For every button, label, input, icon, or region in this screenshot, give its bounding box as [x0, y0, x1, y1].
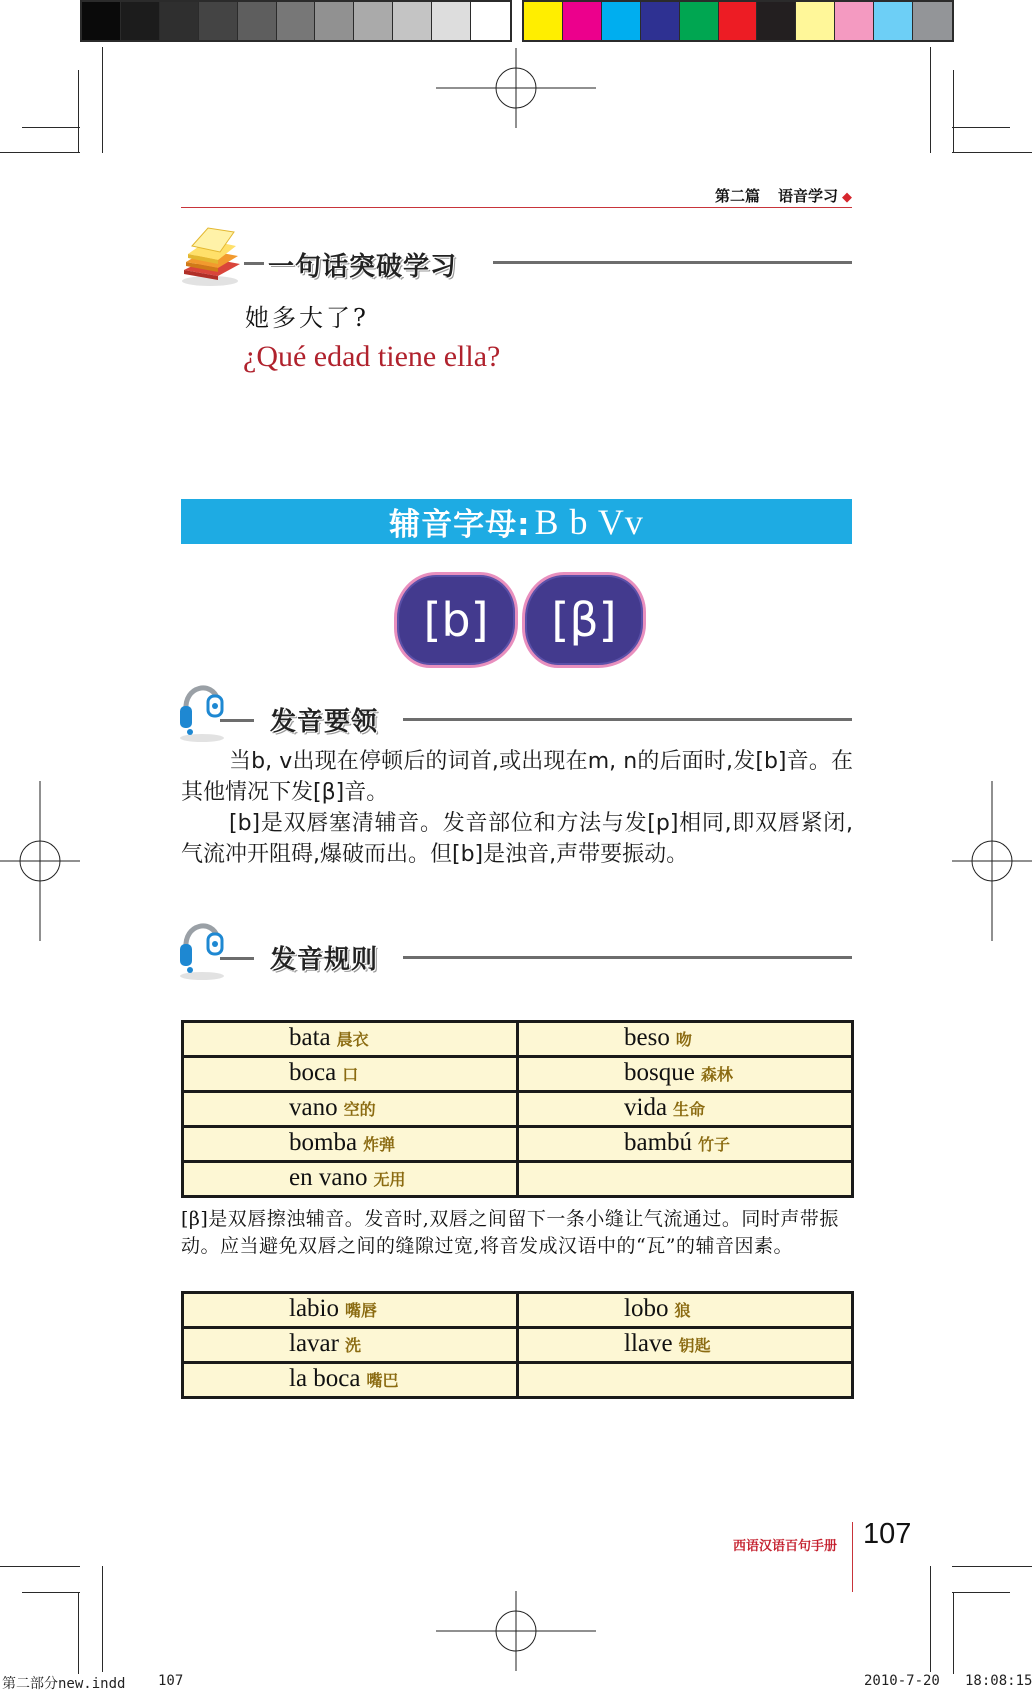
headphones-icon — [178, 676, 230, 744]
color-swatch — [602, 2, 641, 40]
color-swatch — [719, 2, 758, 40]
color-swatch — [913, 2, 952, 40]
header-rule — [181, 207, 852, 208]
tips-title: 发音要领 — [270, 707, 379, 737]
gray-swatch — [121, 2, 160, 40]
rules-lead-rule — [220, 957, 254, 960]
vocab-gloss: 吻 — [675, 1030, 692, 1049]
slug-date: 2010-7-20 — [864, 1673, 940, 1689]
beta-note: [β]是双唇擦浊辅音。发音时,双唇之间留下一条小缝让气流通过。同时声带振动。应当避免双唇之间的缝隙过宽,将音发成汉语中的“瓦”的辅音因素。 — [181, 1208, 839, 1257]
header-diamond-icon: ◆ — [842, 190, 852, 205]
spanish-sentence: ¿Qué edad tiene ella? — [243, 340, 501, 373]
table-row — [183, 1127, 853, 1162]
vocab-gloss: 嘴唇 — [345, 1301, 378, 1320]
color-calibration-bar — [522, 0, 954, 42]
grayscale-calibration-bar — [80, 0, 512, 42]
vocab-gloss: 竹子 — [698, 1135, 731, 1154]
table-row — [183, 1363, 853, 1398]
tips-rule — [403, 718, 852, 721]
gray-swatch — [471, 2, 510, 40]
vocab-word: boca — [289, 1059, 337, 1086]
gray-swatch — [82, 2, 121, 40]
registration-mark-left — [0, 781, 80, 941]
slug-filename: 第二部分new.indd — [2, 1676, 126, 1692]
headphones-icon — [178, 914, 230, 982]
header-section: 语音学习 — [777, 187, 838, 205]
registration-mark-top — [436, 48, 596, 128]
table-row — [183, 1092, 853, 1127]
vocab-gloss: 晨衣 — [336, 1030, 369, 1049]
color-swatch — [641, 2, 680, 40]
vocab-word: llave — [624, 1330, 673, 1357]
gray-swatch — [160, 2, 199, 40]
book-stack-icon — [178, 226, 248, 288]
gray-swatch — [354, 2, 393, 40]
banner-letters: B b Vv — [534, 501, 644, 542]
table-row — [183, 1057, 853, 1092]
table-row — [183, 1022, 853, 1057]
chinese-sentence: 她多大了? — [245, 304, 369, 332]
breakthrough-title: 一句话突破学习 — [268, 252, 458, 282]
slug-time: 18:08:15 — [965, 1673, 1032, 1689]
banner-label: 辅音字母: — [389, 507, 531, 543]
vocab-gloss: 嘴巴 — [366, 1371, 399, 1390]
consonant-banner — [181, 499, 852, 544]
registration-mark-right — [952, 781, 1032, 941]
vocab-word: bambú — [624, 1129, 693, 1156]
table-row — [183, 1328, 853, 1363]
vocab-table-beta — [181, 1291, 854, 1399]
vocab-word: lobo — [624, 1295, 669, 1322]
vocab-gloss: 空的 — [343, 1100, 376, 1119]
slug-page: 107 — [158, 1673, 184, 1689]
table-row — [183, 1293, 853, 1328]
vocab-word: labio — [289, 1295, 339, 1322]
gray-swatch — [315, 2, 354, 40]
vocab-word: lavar — [289, 1330, 339, 1357]
vocab-gloss: 钥匙 — [678, 1336, 711, 1355]
registration-mark-bottom — [436, 1591, 596, 1671]
header-chapter: 第二篇 — [714, 187, 760, 205]
tips-paragraph-1: 当b, v出现在停顿后的词首,或出现在m, n的后面时,发[b]音。在其他情况下发[β]音。 — [181, 749, 853, 805]
footer-book-title: 西语汉语百句手册 — [733, 1539, 838, 1554]
color-swatch — [680, 2, 719, 40]
phoneme-badge-beta: [β] — [522, 572, 646, 668]
vocab-word: bata — [289, 1024, 331, 1051]
vocab-table-b — [181, 1020, 854, 1198]
vocab-gloss: 洗 — [344, 1336, 361, 1355]
color-swatch — [563, 2, 602, 40]
table-row — [183, 1162, 853, 1197]
rules-title: 发音规则 — [270, 945, 379, 975]
gray-swatch — [199, 2, 238, 40]
tips-lead-rule — [220, 719, 254, 722]
rules-rule — [403, 956, 852, 959]
vocab-word: la boca — [289, 1365, 361, 1392]
page-number: 107 — [863, 1518, 912, 1550]
color-swatch — [835, 2, 874, 40]
vocab-gloss: 生命 — [673, 1100, 706, 1119]
color-swatch — [874, 2, 913, 40]
vocab-gloss: 狼 — [674, 1301, 691, 1320]
vocab-word: vida — [624, 1094, 668, 1121]
vocab-word: en vano — [289, 1164, 368, 1191]
vocab-word: bomba — [289, 1129, 358, 1156]
gray-swatch — [238, 2, 277, 40]
running-header — [715, 185, 852, 206]
gray-swatch — [432, 2, 471, 40]
vocab-word: bosque — [624, 1059, 695, 1086]
title-lead-rule — [244, 262, 264, 265]
tips-paragraphs — [181, 746, 853, 870]
vocab-word: vano — [289, 1094, 338, 1121]
footer-divider — [852, 1522, 853, 1592]
vocab-gloss: 口 — [342, 1065, 359, 1084]
vocab-word: beso — [624, 1024, 670, 1051]
vocab-gloss: 森林 — [700, 1065, 733, 1084]
color-swatch — [757, 2, 796, 40]
color-swatch — [524, 2, 563, 40]
vocab-gloss: 炸弹 — [363, 1135, 396, 1154]
phoneme-badge-b: [b] — [394, 572, 518, 668]
vocab-gloss: 无用 — [373, 1170, 406, 1189]
tips-paragraph-2: [b]是双唇塞清辅音。发音部位和方法与发[p]相同,即双唇紧闭,气流冲开阻碍,爆破而出。但[b]是浊音,声带要振动。 — [181, 811, 853, 867]
gray-swatch — [277, 2, 316, 40]
color-swatch — [796, 2, 835, 40]
gray-swatch — [393, 2, 432, 40]
breakthrough-rule — [493, 261, 852, 264]
